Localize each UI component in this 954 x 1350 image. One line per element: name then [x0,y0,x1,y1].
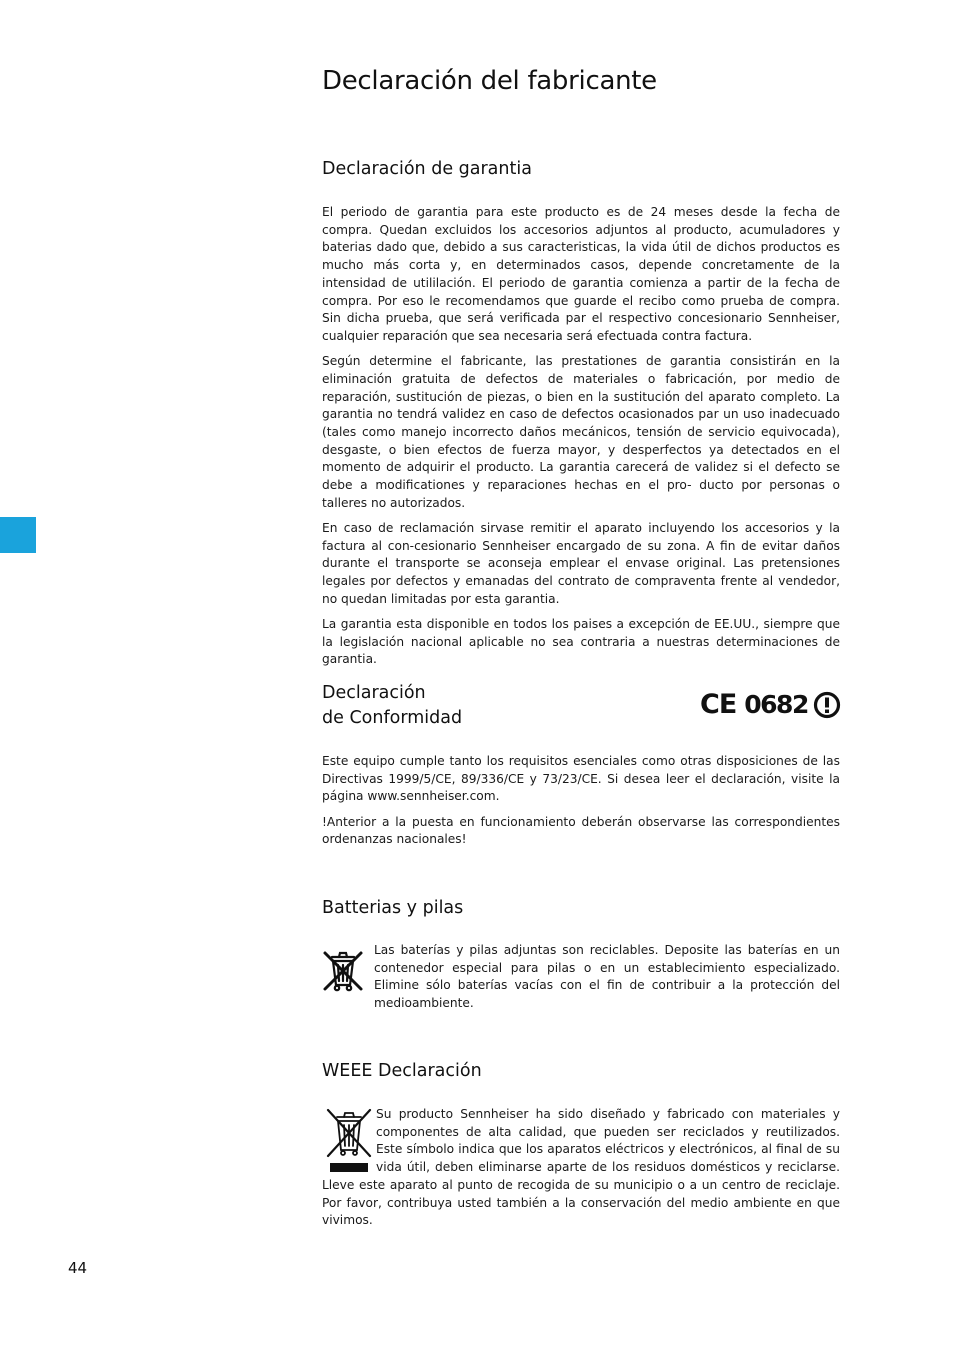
ce-mark [700,688,841,722]
conformity-heading [322,681,462,731]
ce-symbol: CE [700,689,737,720]
conformity-paragraph: Este equipo cumple tanto los requisitos esenciales como otras disposiciones de las Directivas 1999/5/CE, 89/336/CE y 73/23/CE. Si desea leer el declaración, visite la página www.sennheiser.com. [322,754,840,804]
warranty-heading: Declaración de garantia [322,159,532,179]
ce-notified-body-number: 0682 [744,690,808,719]
chapter-tab-marker [0,517,36,553]
page-number: 44 [68,1259,88,1277]
weee-text-block [322,1106,840,1230]
warranty-paragraph: En caso de reclamación sirvase remitir el aparato incluyendo los accesorios y la factura al con-cesionario Sennheiser encargado de su zona. A fin de evitar daños durante el transporte se aconseja emplear el envase original. Las pretensiones legales por defectos y emanadas del contrato de compraventa frente al vendedor, no quedan limitadas por esta garantia. [322,520,840,606]
page-title: Declaración del fabricante [322,66,657,96]
warranty-text [322,204,840,669]
conformity-paragraph: !Anterior a la puesta en funcionamiento deberán observarse las correspondientes ordenanzas nacionales! [322,814,840,847]
conformity-text [322,753,840,849]
weee-bin-icon [322,1106,376,1176]
batteries-heading: Batterias y pilas [322,898,464,918]
crossed-bin-icon [322,947,364,993]
warranty-paragraph: La garantia esta disponible en todos los paises a excepción de EE.UU., siempre que la legislación nacional aplicable no sea contraria a nuestras determinaciones de garantia. [322,616,840,667]
weee-heading: WEEE Declaración [322,1061,482,1081]
weee-text: Su producto Sennheiser ha sido diseñado y fabricado con materiales y componentes de alta calidad, que pueden ser reciclados y reutilizados. Este símbolo indica que los aparatos eléctricos y electrónicos, al final de su vida útil, deben eliminarse aparte de los residuos domésticos y reciclarse. Lleve este aparato al punto de recogida de su municipio o a un centro de reciclaje. Por favor, contribuya usted también a la conservación del medio ambiente en que vivimos. [322,1107,840,1228]
batteries-text: Las baterías y pilas adjuntas son reciclables. Deposite las baterías en un contenedor especial para pilas o en un establecimiento especializado. Elimine sólo baterías vacías con el fin de contribuir a la protección del medioambiente. [374,943,840,1011]
warranty-paragraph: El periodo de garantia para este producto es de 24 meses desde la fecha de compra. Quedan excluidos los accesorios adjuntos al producto, acumuladores y baterias dado que, debido a sus caracteristicas, la vida útil de dichos productos es mucho más corta y, en determinados casos, depende concretamente de la intensidad de utililación. El periodo de garantia comienza a partir de la fecha de compra. Por eso le recomendamos que guarde el recibo como prueba de compra. Sin dicha prueba, que será verificada par el respectivo concesionario Sennheiser, cualquier reparación que sea necesaria será efectuada contra factura. [322,205,840,343]
conformity-heading-line1: Declaración [322,683,426,703]
warranty-paragraph: Según determine el fabricante, las prestationes de garantia consistirán en la eliminación gratuita de defectos de materiales o fabricación, por medio de reparación, sustitución de piezas, o bien en la sustitución del aparato completo. La garantia no tendrá validez en caso de defectos ocasionados par un uso inadecuado (tales como manejo incorrecto daños mecánicos, tensión de servicio equivocada), desgaste, o bien efectos de fuerza mayor, y desperfectos ya detectados en el momento de adquirir el producto. La garantia carecerá de validez si el defecto se debe a modificationes y reparaciones hechas en el pro- ducto por personas o talleres no autorizados. [322,354,840,510]
conformity-heading-line2: de Conformidad [322,708,463,728]
alert-circle-icon [813,691,841,719]
